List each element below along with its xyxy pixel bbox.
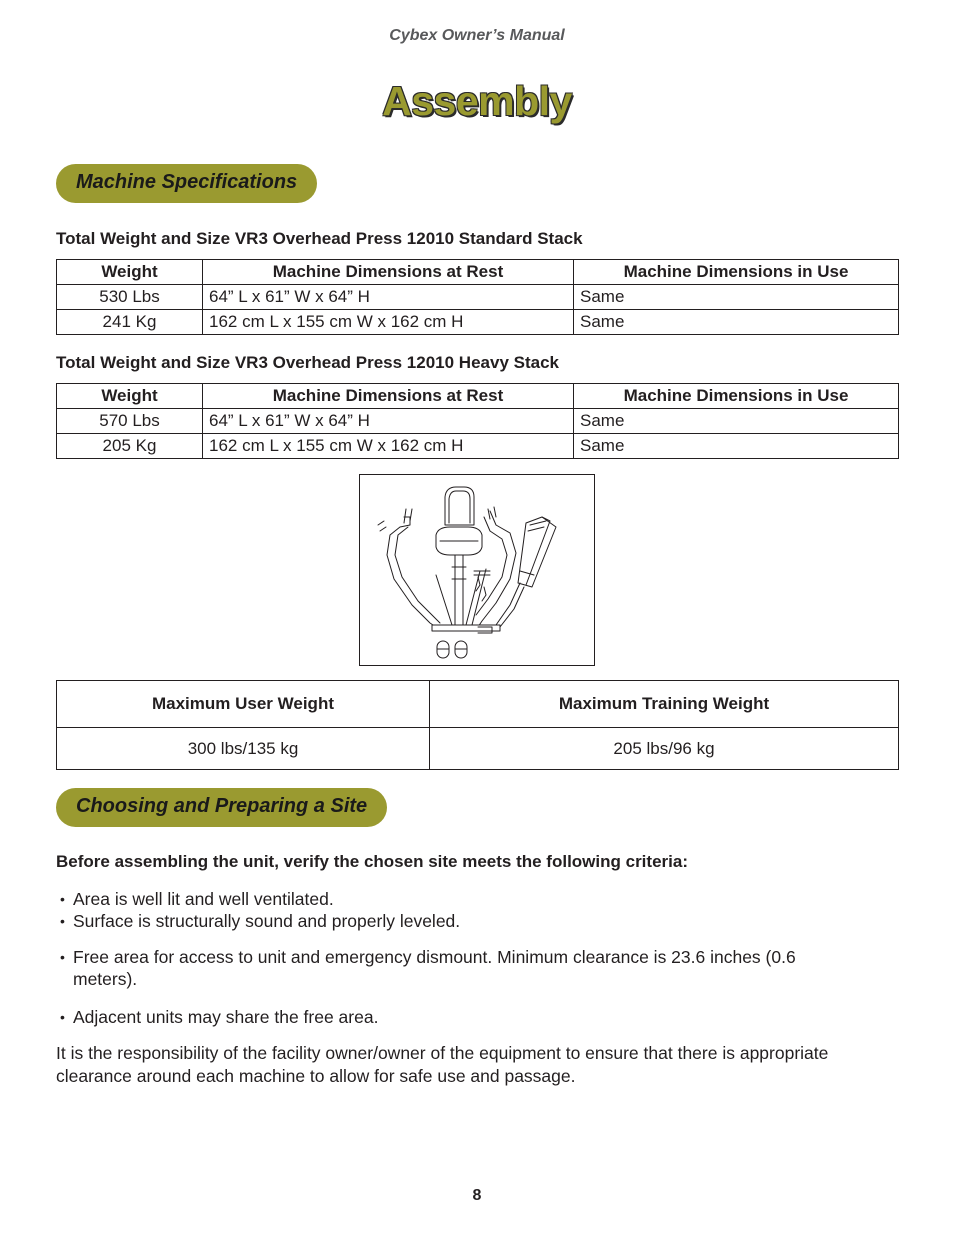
- spec-table-heavy-stack: [56, 383, 899, 459]
- responsibility-paragraph: It is the responsibility of the facility owner/owner of the equipment to ensure that there is appropriate clearance around each machine to allow for safe use and passage.: [56, 1043, 829, 1086]
- list-item-text: Area is well lit and well ventilated.: [73, 889, 334, 909]
- bullet-icon: •: [60, 1009, 65, 1025]
- bullet-icon: •: [60, 949, 65, 965]
- column-header-max-user-weight: Maximum User Weight: [57, 681, 430, 728]
- table-header-row: [57, 681, 899, 728]
- criteria-lead: Before assembling the unit, verify the chosen site meets the following criteria:: [56, 852, 688, 871]
- list-item: [60, 910, 880, 932]
- table-row: [57, 285, 899, 310]
- list-item-text: Free area for access to unit and emergency dismount. Minimum clearance is 23.6 inches (0.6 meters).: [73, 947, 796, 989]
- column-header-dimensions-rest: Machine Dimensions at Rest: [203, 384, 574, 409]
- cell-dimensions-use: Same: [574, 434, 899, 459]
- table-row: [57, 434, 899, 459]
- page-number: 8: [472, 1187, 482, 1204]
- cell-max-user-weight: 300 lbs/135 kg: [57, 728, 430, 770]
- column-header-dimensions-use: Machine Dimensions in Use: [574, 260, 899, 285]
- cell-weight: 570 Lbs: [57, 409, 203, 434]
- spec-table-standard-stack: [56, 259, 899, 335]
- list-item-text: Adjacent units may share the free area.: [73, 1007, 379, 1027]
- list-item: [60, 888, 880, 910]
- running-header: Cybex Owner’s Manual: [389, 27, 565, 44]
- column-header-weight: Weight: [57, 384, 203, 409]
- cell-dimensions-rest: 162 cm L x 155 cm W x 162 cm H: [203, 310, 574, 335]
- cell-dimensions-rest: 162 cm L x 155 cm W x 162 cm H: [203, 434, 574, 459]
- table-header-row: [57, 384, 899, 409]
- cell-dimensions-rest: 64” L x 61” W x 64” H: [203, 285, 574, 310]
- cell-dimensions-use: Same: [574, 285, 899, 310]
- column-header-dimensions-use: Machine Dimensions in Use: [574, 384, 899, 409]
- column-header-weight: Weight: [57, 260, 203, 285]
- table-row: [57, 409, 899, 434]
- column-header-max-training-weight: Maximum Training Weight: [430, 681, 899, 728]
- cell-weight: 205 Kg: [57, 434, 203, 459]
- cell-dimensions-use: Same: [574, 310, 899, 335]
- bullet-icon: •: [60, 891, 65, 907]
- column-header-dimensions-rest: Machine Dimensions at Rest: [203, 260, 574, 285]
- table-row: [57, 310, 899, 335]
- cell-weight: 530 Lbs: [57, 285, 203, 310]
- section-heading-choosing-site: Choosing and Preparing a Site: [56, 788, 387, 827]
- list-item: [60, 946, 833, 990]
- cell-dimensions-use: Same: [574, 409, 899, 434]
- table-caption-standard-stack: Total Weight and Size VR3 Overhead Press 12010 Standard Stack: [56, 229, 583, 248]
- bullet-icon: •: [60, 913, 65, 929]
- cell-weight: 241 Kg: [57, 310, 203, 335]
- criteria-list: [60, 888, 880, 1028]
- table-caption-heavy-stack: Total Weight and Size VR3 Overhead Press 12010 Heavy Stack: [56, 353, 559, 372]
- table-header-row: [57, 260, 899, 285]
- cell-max-training-weight: 205 lbs/96 kg: [430, 728, 899, 770]
- machine-illustration: [359, 474, 595, 666]
- capacity-table: [56, 680, 899, 770]
- table-row: [57, 728, 899, 770]
- section-heading-machine-specifications: Machine Specifications: [56, 164, 317, 203]
- page-title: Assembly: [382, 78, 572, 124]
- overhead-press-drawing: [360, 475, 593, 664]
- list-item-text: Surface is structurally sound and properly leveled.: [73, 911, 461, 931]
- cell-dimensions-rest: 64” L x 61” W x 64” H: [203, 409, 574, 434]
- list-item: [60, 1006, 880, 1028]
